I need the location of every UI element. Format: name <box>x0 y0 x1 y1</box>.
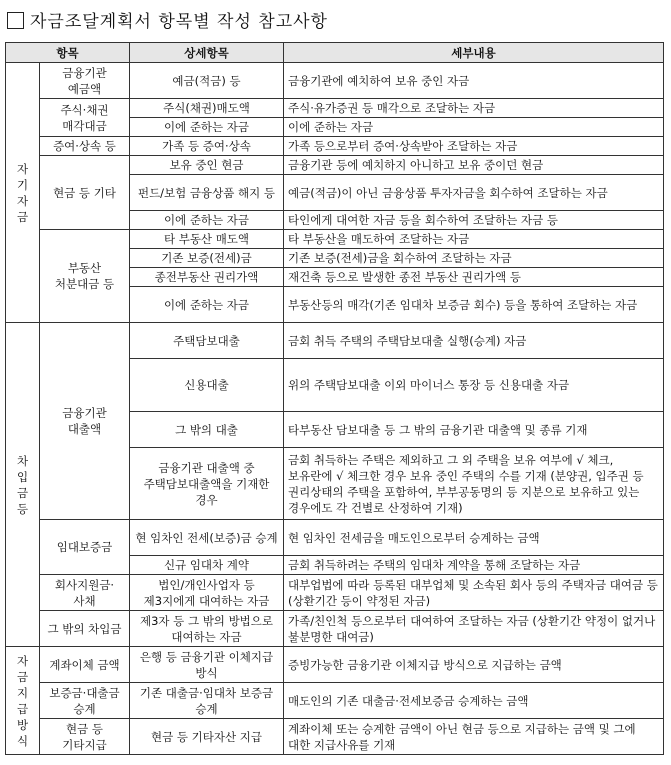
detail-cell: 법인/개인사업자 등 제3지에게 대여하는 자금 <box>130 575 284 611</box>
content-cell: 현 임차인 전세금을 매도인으로부터 승계하는 금액 <box>284 520 664 556</box>
table-row <box>6 719 664 755</box>
item-cell: 금융기관 대출액 <box>40 323 130 520</box>
table-row <box>6 683 664 719</box>
header-detail: 상세항목 <box>130 43 284 63</box>
content-cell: 가족 등으로부터 증여·상속받아 조달하는 자금 <box>284 137 664 156</box>
content-cell: 대부업법에 따라 등록된 대부업체 및 소속된 회사 등의 주택자금 대여금 등 (상환기간 등이 약정된 자금) <box>284 575 664 611</box>
detail-cell: 보유 중인 현금 <box>130 156 284 175</box>
item-cell: 계좌이체 금액 <box>40 647 130 683</box>
item-cell: 보증금·대출금 승계 <box>40 683 130 719</box>
detail-cell: 이에 준하는 자금 <box>130 118 284 137</box>
detail-cell: 이에 준하는 자금 <box>130 211 284 230</box>
detail-cell: 신규 임대차 계약 <box>130 556 284 575</box>
item-cell: 회사지원금·사채 <box>40 575 130 611</box>
detail-cell: 금융기관 대출액 중 주택담보대출액을 기재한 경우 <box>130 448 284 520</box>
detail-cell: 현금 등 기타자산 지급 <box>130 719 284 755</box>
detail-cell: 주택담보대출 <box>130 323 284 359</box>
detail-cell: 타 부동산 매도액 <box>130 230 284 249</box>
detail-cell: 이에 준하는 자금 <box>130 287 284 323</box>
table-row <box>6 323 664 359</box>
content-cell: 금융기관 등에 예치하지 아니하고 보유 중이던 현금 <box>284 156 664 175</box>
content-cell: 금회 취득하려는 주택의 임대차 계약을 통해 조달하는 자금 <box>284 556 664 575</box>
content-cell: 계좌이체 또는 승계한 금액이 아닌 현금 등으로 지급하는 금액 및 그에 대한 지급사유를 기재 <box>284 719 664 755</box>
detail-cell: 현 임차인 전세(보증)금 승계 <box>130 520 284 556</box>
category-cell: 자 기 자 금 <box>6 63 40 323</box>
title-text: 자금조달계획서 항목별 작성 참고사항 <box>30 12 328 32</box>
table-row <box>6 647 664 683</box>
content-cell: 재건축 등으로 발생한 종전 부동산 권리가액 등 <box>284 268 664 287</box>
content-cell: 타 부동산을 매도하여 조달하는 자금 <box>284 230 664 249</box>
detail-cell: 그 밖의 대출 <box>130 412 284 448</box>
content-cell: 증빙가능한 금융기관 이체지급 방식으로 지급하는 금액 <box>284 647 664 683</box>
item-cell: 금융기관 예금액 <box>40 63 130 99</box>
content-cell: 주식·유가증권 등 매각으로 조달하는 자금 <box>284 99 664 118</box>
detail-cell: 펀드/보험 금융상품 해지 등 <box>130 175 284 211</box>
content-cell: 이에 준하는 자금 <box>284 118 664 137</box>
item-cell: 주식·채권 매각대금 <box>40 99 130 137</box>
content-cell: 위의 주택담보대출 이외 마이너스 통장 등 신용대출 자금 <box>284 359 664 412</box>
header-item: 항목 <box>6 43 130 63</box>
item-cell: 부동산 처분대금 등 <box>40 230 130 323</box>
detail-cell: 신용대출 <box>130 359 284 412</box>
content-cell: 기존 보증(전세)금을 회수하여 조달하는 자금 <box>284 249 664 268</box>
page-title <box>7 7 328 32</box>
content-cell: 타부동산 담보대출 등 그 밖의 금융기관 대출액 및 종류 기재 <box>284 412 664 448</box>
detail-cell: 예금(적금) 등 <box>130 63 284 99</box>
table-row <box>6 137 664 156</box>
item-cell: 증여·상속 등 <box>40 137 130 156</box>
header-content: 세부내용 <box>284 43 664 63</box>
content-cell: 타인에게 대여한 자금 등을 회수하여 조달하는 자금 등 <box>284 211 664 230</box>
table-row <box>6 156 664 175</box>
content-cell: 금회 취득 주택의 주택담보대출 실행(승계) 자금 <box>284 323 664 359</box>
detail-cell: 기존 보증(전세)금 <box>130 249 284 268</box>
detail-cell: 은행 등 금융기관 이체지급 방식 <box>130 647 284 683</box>
content-cell: 가족/친인척 등으로부터 대여하여 조달하는 자금 (상환기간 약정이 없거나 불분명한 대여금) <box>284 611 664 647</box>
category-cell: 자 금 지 급 방 식 <box>6 647 40 755</box>
content-cell: 매도인의 기존 대출금·전세보증금 승계하는 금액 <box>284 683 664 719</box>
detail-cell: 주식(채권)매도액 <box>130 99 284 118</box>
item-cell: 그 밖의 차입금 <box>40 611 130 647</box>
content-cell: 부동산등의 매각(기존 임대차 보증금 회수) 등을 통하여 조달하는 자금 <box>284 287 664 323</box>
detail-cell: 제3자 등 그 밖의 방법으로 대여하는 자금 <box>130 611 284 647</box>
content-cell: 금회 취득하는 주택은 제외하고 그 외 주택을 보유 여부에 √ 체크, 보유란에 √ 체크한 경우 보유 중인 주택의 수를 기재 (분양권, 입주권 등 권리상태의 주택을 포함하여, 부부공동명의 등 지분으로 보유하고 있는 경우에도 각 건별로 산정하여 기재) <box>284 448 664 520</box>
table-row <box>6 520 664 556</box>
table-row <box>6 99 664 118</box>
item-cell: 현금 등 기타 <box>40 156 130 230</box>
item-cell: 현금 등 기타지급 <box>40 719 130 755</box>
table-row <box>6 63 664 99</box>
table-body <box>6 63 664 755</box>
item-cell: 임대보증금 <box>40 520 130 575</box>
table-row <box>6 575 664 611</box>
content-cell: 금융기관에 예치하여 보유 중인 자금 <box>284 63 664 99</box>
detail-cell: 가족 등 증여·상속 <box>130 137 284 156</box>
detail-cell: 기존 대출금·임대차 보증금 승계 <box>130 683 284 719</box>
reference-table <box>5 42 664 755</box>
category-cell: 차 입 금 등 <box>6 323 40 647</box>
table-row <box>6 611 664 647</box>
table-row <box>6 230 664 249</box>
checkbox-square-icon <box>7 12 24 29</box>
detail-cell: 종전부동산 권리가액 <box>130 268 284 287</box>
content-cell: 예금(적금)이 아닌 금융상품 투자자금을 회수하여 조달하는 자금 <box>284 175 664 211</box>
header-row <box>6 43 664 63</box>
